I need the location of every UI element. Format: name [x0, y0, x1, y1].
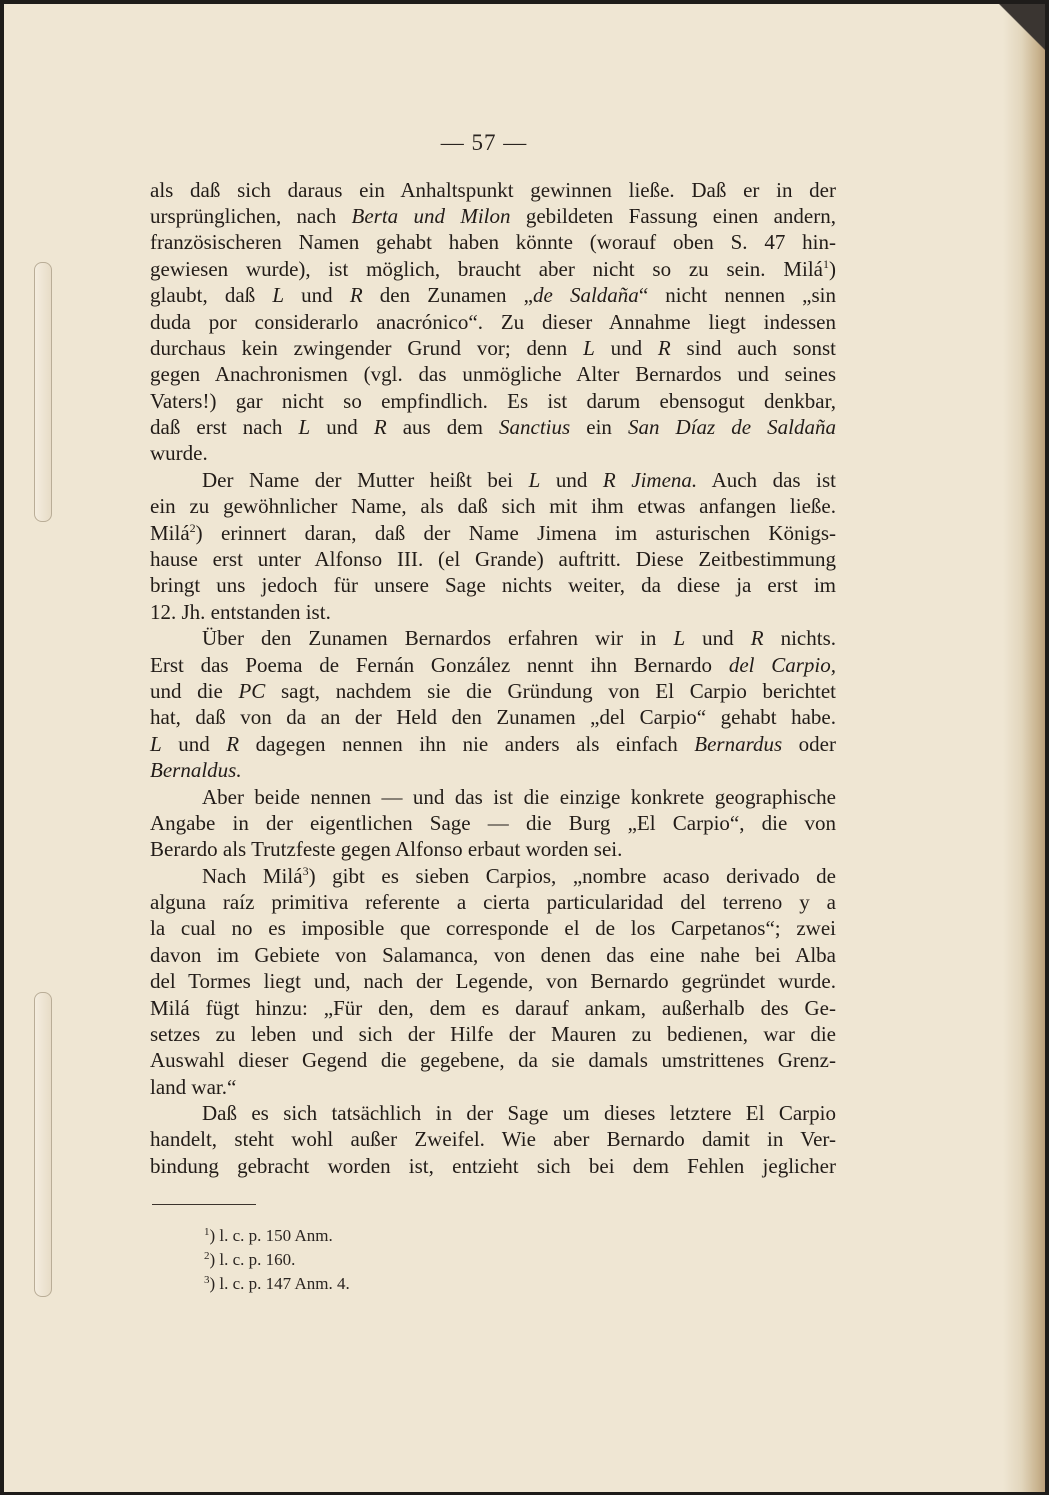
- text-line: Auswahl dieser Gegend die gegebene, da sie damals umstrittenes Grenz-: [150, 1048, 836, 1072]
- text-line: setzes zu leben und sich der Hilfe der Mauren zu bedienen, war die: [150, 1022, 836, 1046]
- text-line: als daß sich daraus ein Anhaltspunkt gewinnen ließe. Daß er in der: [150, 178, 836, 202]
- text-line: Vaters!) gar nicht so empfindlich. Es ist darum ebensogut denkbar,: [150, 389, 836, 413]
- page-edge-shadow: [1003, 0, 1049, 1495]
- page-number: — 57 —: [440, 130, 528, 155]
- text-line: und die PC sagt, nachdem sie die Gründung von El Carpio berichtet: [150, 679, 836, 703]
- text-line: 12. Jh. entstanden ist.: [150, 600, 331, 624]
- text-line: alguna raíz primitiva referente a cierta particularidad del terreno y a: [150, 890, 836, 914]
- text-line: bringt uns jedoch für unsere Sage nichts weiter, da diese ja erst im: [150, 573, 836, 597]
- text-line: gegen Anachronismen (vgl. das unmögliche Alter Bernardos und seines: [150, 362, 836, 386]
- text-line: glaubt, daß L und R den Zunamen „de Saldaña“ nicht nennen „sin: [150, 283, 837, 307]
- binding-stitch: [34, 262, 52, 522]
- footnote-rule: [152, 1204, 256, 1205]
- text-line: französischeren Namen gehabt haben könnte (worauf oben S. 47 hin-: [150, 230, 836, 254]
- text-line: ursprünglichen, nach Berta und Milon gebildeten Fassung einen andern,: [150, 204, 836, 228]
- text-line: gewiesen wurde), ist möglich, braucht aber nicht so zu sein. Milá$^1$): [150, 257, 836, 281]
- text-line: Erst das Poema de Fernán González nennt ihn Bernardo del Carpio,: [150, 653, 836, 677]
- text-line: daß erst nach L und R aus dem Sanctius ein San Díaz de Saldaña: [150, 415, 837, 439]
- text-line: Über den Zunamen Bernardos erfahren wir in L und R nichts.: [202, 626, 836, 650]
- text-line: wurde.: [150, 441, 208, 465]
- text-line: Angabe in der eigentlichen Sage — die Burg „El Carpio“, die von: [150, 811, 836, 835]
- text-line: la cual no es imposible que corresponde el de los Carpetanos“; zwei: [150, 916, 836, 940]
- binding-stitch: [34, 992, 52, 1297]
- text-line: Nach Milá$^3$) gibt es sieben Carpios, „nombre acaso derivado de: [202, 864, 836, 888]
- text-line: duda por considerarlo anacrónico“. Zu dieser Annahme liegt indessen: [150, 310, 836, 334]
- text-line: hause erst unter Alfonso III. (el Grande) auftritt. Diese Zeitbestimmung: [150, 547, 836, 571]
- text-line: hat, daß von da an der Held den Zunamen „del Carpio“ gehabt habe.: [150, 705, 836, 729]
- text-line: Aber beide nennen — und das ist die einzige konkrete geographische: [202, 785, 836, 809]
- text-line: davon im Gebiete von Salamanca, von denen das eine nahe bei Alba: [150, 943, 836, 967]
- text-line: handelt, steht wohl außer Zweifel. Wie aber Bernardo damit in Ver-: [150, 1127, 836, 1151]
- text-line: ein zu gewöhnlicher Name, als daß sich mit ihm etwas anfangen ließe.: [150, 494, 836, 518]
- text-line: Berardo als Trutzfeste gegen Alfonso erbaut worden sei.: [150, 837, 623, 861]
- text-line: bindung gebracht worden ist, entzieht sich bei dem Fehlen jeglicher: [150, 1154, 836, 1178]
- torn-corner: [979, 0, 1049, 70]
- text-line: L und R dagegen nennen ihn nie anders als einfach Bernardus oder: [150, 732, 836, 756]
- text-line: durchaus kein zwingender Grund vor; denn L und R sind auch sonst: [150, 336, 836, 360]
- text-line: Der Name der Mutter heißt bei L und R Jimena. Auch das ist: [202, 468, 836, 492]
- footnote: $^2$) l. c. p. 160.: [204, 1250, 296, 1269]
- text-line: Bernaldus.: [150, 758, 242, 782]
- text-line: Daß es sich tatsächlich in der Sage um dieses letztere El Carpio: [202, 1101, 836, 1125]
- footnote: $^3$) l. c. p. 147 Anm. 4.: [204, 1274, 350, 1293]
- text-line: land war.“: [150, 1075, 237, 1099]
- text-line: del Tormes liegt und, nach der Legende, von Bernardo gegründet wurde.: [150, 969, 836, 993]
- text-line: Milá fügt hinzu: „Für den, dem es darauf ankam, außerhalb des Ge-: [150, 996, 836, 1020]
- text-line: Milá$^2$) erinnert daran, daß der Name Jimena im asturischen Königs-: [150, 521, 836, 545]
- footnote: $^1$) l. c. p. 150 Anm.: [204, 1226, 333, 1245]
